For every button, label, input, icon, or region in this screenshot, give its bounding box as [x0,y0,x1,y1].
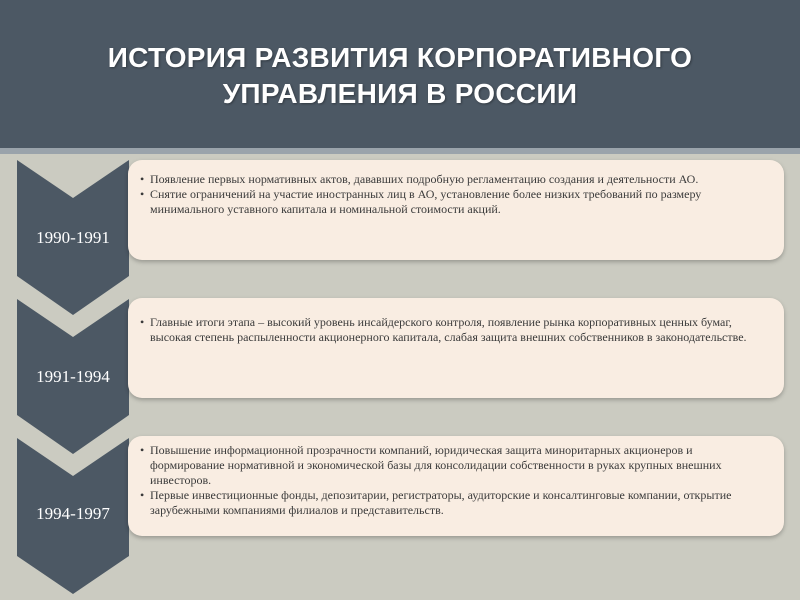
period-chevron-1991-1994 [17,299,129,454]
period-label: 1991-1994 [36,367,110,386]
period-card-1991-1994 [128,298,784,398]
list-item: • Первые инвестиционные фонды, депозитарии, регистраторы, аудиторские и консалтинговые компании, открытие зарубежными компаниями филиалов и представительств. [140,488,732,517]
period-card-1994-1997 [128,436,784,536]
bullet-icon: • [140,488,145,502]
bullet-list [140,443,768,518]
page-title [108,40,693,112]
period-label: 1994-1997 [36,504,110,523]
period-card-1990-1991 [128,160,784,260]
list-item: • Снятие ограничений на участие иностранных лиц в АО, установление более низких требований по размеру минимального уставного капитала и номинальной стоимости акций. [140,187,702,216]
bullet-icon: • [140,315,145,329]
bullet-icon: • [140,187,145,201]
list-item: • Повышение информационной прозрачности компаний, юридическая защита миноритарных акционеров и формирование нормативной и экономической базы для консолидации собственности в руках крупных внешних инвесторов. [140,443,722,487]
list-item: • Главные итоги этапа – высокий уровень инсайдерского контроля, появление рынка корпоративных ценных бумаг, высокая степень распыленности акционерного капитала, слабая защита внешних собственников в законодательстве. [140,315,747,344]
title-line-2: УПРАВЛЕНИЯ В РОССИИ [222,78,578,109]
title-line-1: ИСТОРИЯ РАЗВИТИЯ КОРПОРАТИВНОГО [107,42,693,73]
bullet-list [140,315,768,345]
list-item: • Появление первых нормативных актов, дававших подробную регламентацию создания и деятельности АО. [140,172,699,186]
period-chevron-1994-1997 [17,438,129,594]
bullet-list [140,172,768,217]
period-chevron-1990-1991 [17,160,129,315]
bullet-icon: • [140,443,145,457]
timeline [0,154,800,600]
period-label: 1990-1991 [36,228,110,247]
title-bar [0,0,800,148]
bullet-icon: • [140,172,145,186]
